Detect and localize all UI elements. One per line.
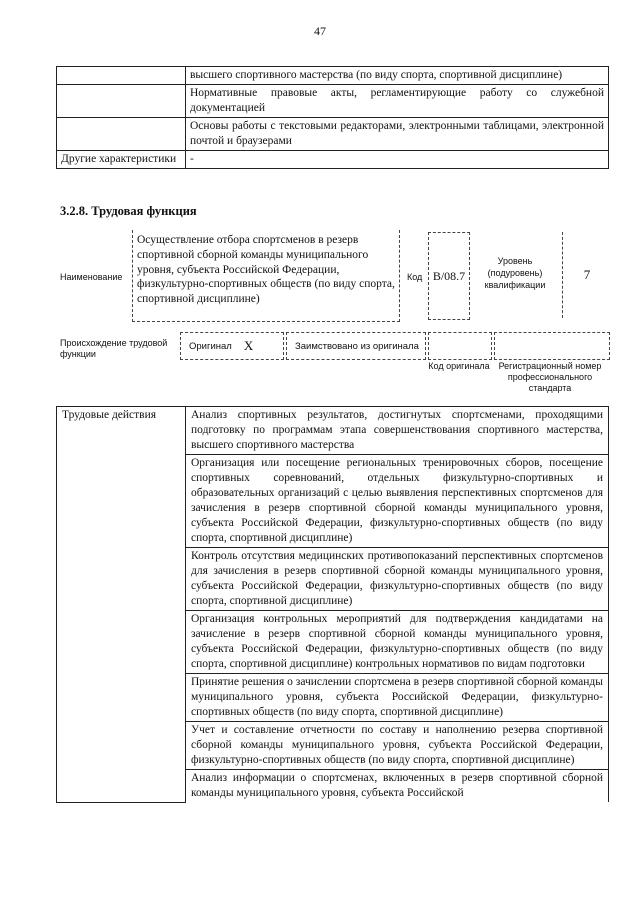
borrowed-cell bbox=[286, 332, 426, 360]
labor-actions-table bbox=[56, 406, 609, 803]
row-text: Нормативные правовые акты, регламентирующие работу со служебной документацией bbox=[186, 85, 609, 118]
original-cell bbox=[180, 332, 284, 360]
labor-action-item: Учет и составление отчетности по составу и наполнению резерва спортивной сборной команды муниципального уровня, субъекта Российской Федерации, физкультурно-спортивных обществ (по виду спорта, спортивной дисциплине) bbox=[186, 722, 609, 770]
labor-action-item: Анализ спортивных результатов, достигнутых спортсменами, проходящими подготовку по программам этапа совершенствования спортивного мастерства, высшего спортивного мастерства bbox=[186, 407, 609, 455]
original-label: Оригинал bbox=[189, 340, 232, 352]
row-label bbox=[57, 85, 186, 118]
table-row bbox=[57, 85, 609, 118]
origin-row bbox=[180, 332, 610, 360]
original-code-caption: Код оригинала bbox=[428, 361, 490, 371]
qualification-level-label: Уровень (подуровень) квалификации bbox=[484, 256, 546, 290]
labor-action-item: Организация контрольных мероприятий для подтверждения кандидатами на зачисление в резерв спортивной сборной команды муниципального уровня, субъекта Российской Федерации, физкультурно-спортивных обществ (по виду спорта, спортивной дисциплине) контрольных нормативов по видам подготовки bbox=[186, 611, 609, 674]
table-row bbox=[57, 151, 609, 169]
knowledge-table-continuation bbox=[56, 66, 609, 169]
labor-action-item: Контроль отсутствия медицинских противопоказаний перспективных спортсменов для зачисления в резерв спортивной сборной команды муниципального уровня, субъекта Российской Федерации, физкультурно-спортивных обществ (по виду спорта, спортивной дисциплине) bbox=[186, 548, 609, 611]
table-row bbox=[57, 67, 609, 85]
function-name: Осуществление отбора спортсменов в резерв спортивной сборной команды муниципального уровня, субъекта Российской Федерации, физкультурно-спортивных обществ (по виду спорта, спортивной дисциплине) bbox=[132, 230, 400, 322]
row-label bbox=[57, 67, 186, 85]
qualification-level: 7 bbox=[562, 232, 611, 318]
table-row bbox=[57, 118, 609, 151]
code-label: Код bbox=[407, 272, 423, 282]
labor-action-item: Организация или посещение региональных тренировочных сборов, посещение спортивных соревнований, отдельных физкультурно-спортивных и образовательных организаций с целью выявления перспективных спортсменов для зачисления в резерв спортивной сборной команды муниципального уровня, субъекта Российской Федерации, физкультурно-спортивных обществ (по виду спорта, спортивной дисциплине) bbox=[186, 455, 609, 548]
table-row bbox=[57, 407, 609, 455]
labor-action-item: Анализ информации о спортсменах, включенных в резерв спортивной сборной команды муниципального уровня, субъекта Российской bbox=[186, 770, 609, 803]
name-label: Наименование bbox=[60, 272, 123, 282]
row-label bbox=[57, 118, 186, 151]
original-check-mark: X bbox=[243, 338, 254, 353]
labor-action-item: Принятие решения о зачислении спортсмена в резерв спортивной сборной команды муниципального уровня, субъекта Российской Федерации, физкультурно-спортивных обществ (по виду спорта, спортивной дисциплине) bbox=[186, 674, 609, 722]
other-characteristics-value: - bbox=[186, 151, 609, 169]
function-code: В/08.7 bbox=[428, 232, 470, 320]
labor-actions-label: Трудовые действия bbox=[57, 407, 186, 803]
row-text: высшего спортивного мастерства (по виду спорта, спортивной дисциплине) bbox=[186, 67, 609, 85]
registration-number-caption: Регистрационный номер профессионального стандарта bbox=[498, 361, 602, 393]
section-title: 3.2.8. Трудовая функция bbox=[60, 204, 197, 218]
page-number: 47 bbox=[314, 24, 326, 38]
row-text: Основы работы с текстовыми редакторами, электронными таблицами, электронной почтой и браузерами bbox=[186, 118, 609, 151]
borrowed-label: Заимствовано из оригинала bbox=[295, 340, 419, 352]
origin-label: Происхождение трудовой функции bbox=[60, 338, 168, 359]
registration-number-cell bbox=[494, 332, 610, 360]
other-characteristics-label: Другие характеристики bbox=[57, 151, 186, 169]
original-code-cell bbox=[428, 332, 492, 360]
